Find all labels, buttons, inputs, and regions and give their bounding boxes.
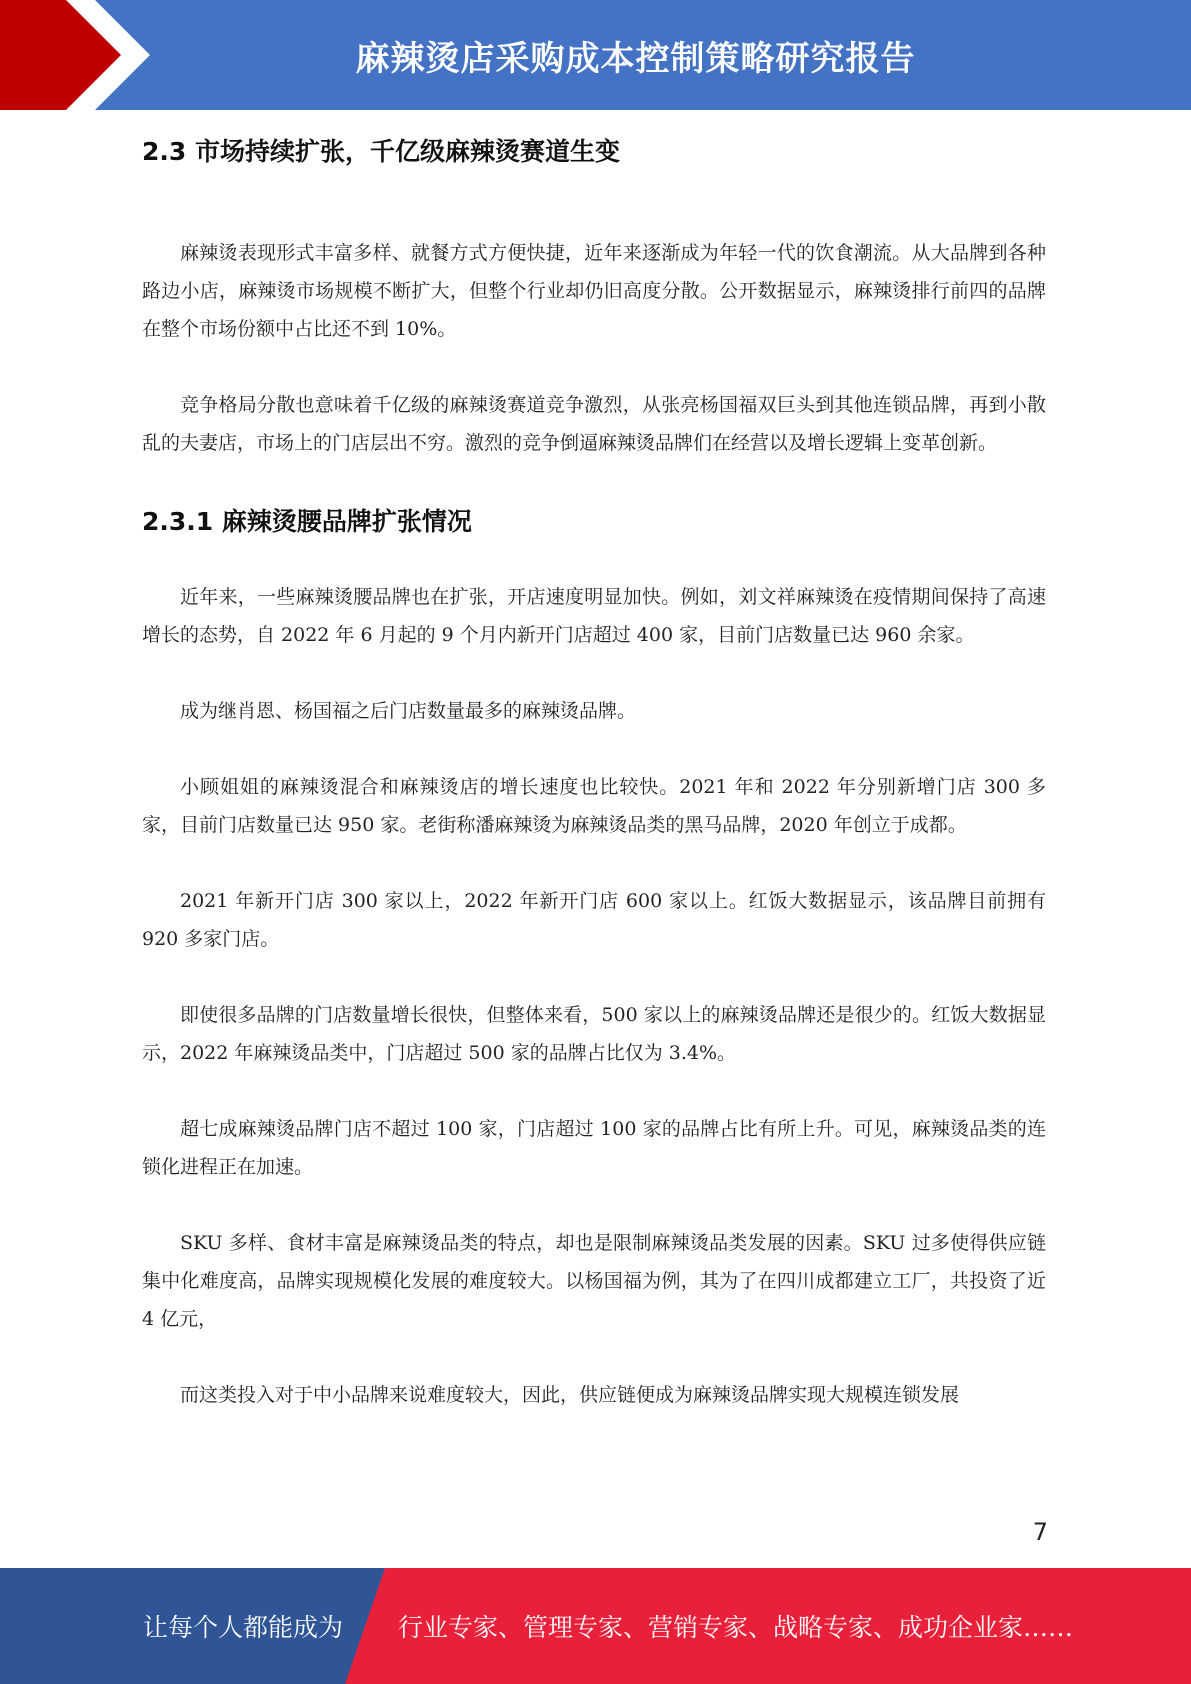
paragraph: 近年来，一些麻辣烫腰品牌也在扩张，开店速度明显加快。例如，刘文祥麻辣烫在疫情期间保持了高速增长的态势，自 2022 年 6 月起的 9 个月内新开门店超过 400 家，目前门店数量已达 960 余家。 <box>142 586 1046 646</box>
paragraph: 成为继肖恩、杨国福之后门店数量最多的麻辣烫品牌。 <box>180 700 637 722</box>
paragraph: 2021 年新开门店 300 家以上，2022 年新开门店 600 家以上。红饭大数据显示，该品牌目前拥有 920 多家门店。 <box>142 890 1046 950</box>
page-content <box>142 110 1046 1414</box>
report-title: 麻辣烫店采购成本控制策略研究报告 <box>355 38 916 79</box>
footer-banner <box>0 1568 1191 1684</box>
paragraph: 竞争格局分散也意味着千亿级的麻辣烫赛道竞争激烈，从张亮杨国福双巨头到其他连锁品牌，再到小散乱的夫妻店，市场上的门店层出不穷。激烈的竞争倒逼麻辣烫品牌们在经营以及增长逻辑上变革创新。 <box>142 394 1046 454</box>
footer-slogan-left: 让每个人都能成为 <box>143 1613 344 1642</box>
section-heading-2-3: 2.3 市场持续扩张，千亿级麻辣烫赛道生变 <box>142 137 620 166</box>
footer-slogan-right: 行业专家、管理专家、营销专家、战略专家、成功企业家…… <box>398 1613 1074 1642</box>
paragraph: 小顾姐姐的麻辣烫混合和麻辣烫店的增长速度也比较快。2021 年和 2022 年分别新增门店 300 多家，目前门店数量已达 950 家。老街称潘麻辣烫为麻辣烫品类的黑马品牌，2020 年创立于成都。 <box>142 776 1046 836</box>
paragraph: 麻辣烫表现形式丰富多样、就餐方式方便快捷，近年来逐渐成为年轻一代的饮食潮流。从大品牌到各种路边小店，麻辣烫市场规模不断扩大，但整个行业却仍旧高度分散。公开数据显示，麻辣烫排行前四的品牌在整个市场份额中占比还不到 10%。 <box>142 242 1046 340</box>
section-heading-2-3-1: 2.3.1 麻辣烫腰品牌扩张情况 <box>142 507 472 536</box>
paragraph: 超七成麻辣烫品牌门店不超过 100 家，门店超过 100 家的品牌占比有所上升。可见，麻辣烫品类的连锁化进程正在加速。 <box>142 1118 1046 1178</box>
paragraph: 即使很多品牌的门店数量增长很快，但整体来看，500 家以上的麻辣烫品牌还是很少的。红饭大数据显示，2022 年麻辣烫品类中，门店超过 500 家的品牌占比仅为 3.4%。 <box>142 1004 1046 1064</box>
paragraph: SKU 多样、食材丰富是麻辣烫品类的特点，却也是限制麻辣烫品类发展的因素。SKU 过多使得供应链集中化难度高，品牌实现规模化发展的难度较大。以杨国福为例，其为了在四川成都建立工厂，共投资了近 4 亿元， <box>142 1232 1046 1330</box>
header-chevron-decoration <box>0 0 160 110</box>
header-bar <box>0 0 1191 110</box>
page-number: 7 <box>1032 1518 1048 1546</box>
paragraph: 而这类投入对于中小品牌来说难度较大，因此，供应链便成为麻辣烫品牌实现大规模连锁发展 <box>180 1384 960 1406</box>
